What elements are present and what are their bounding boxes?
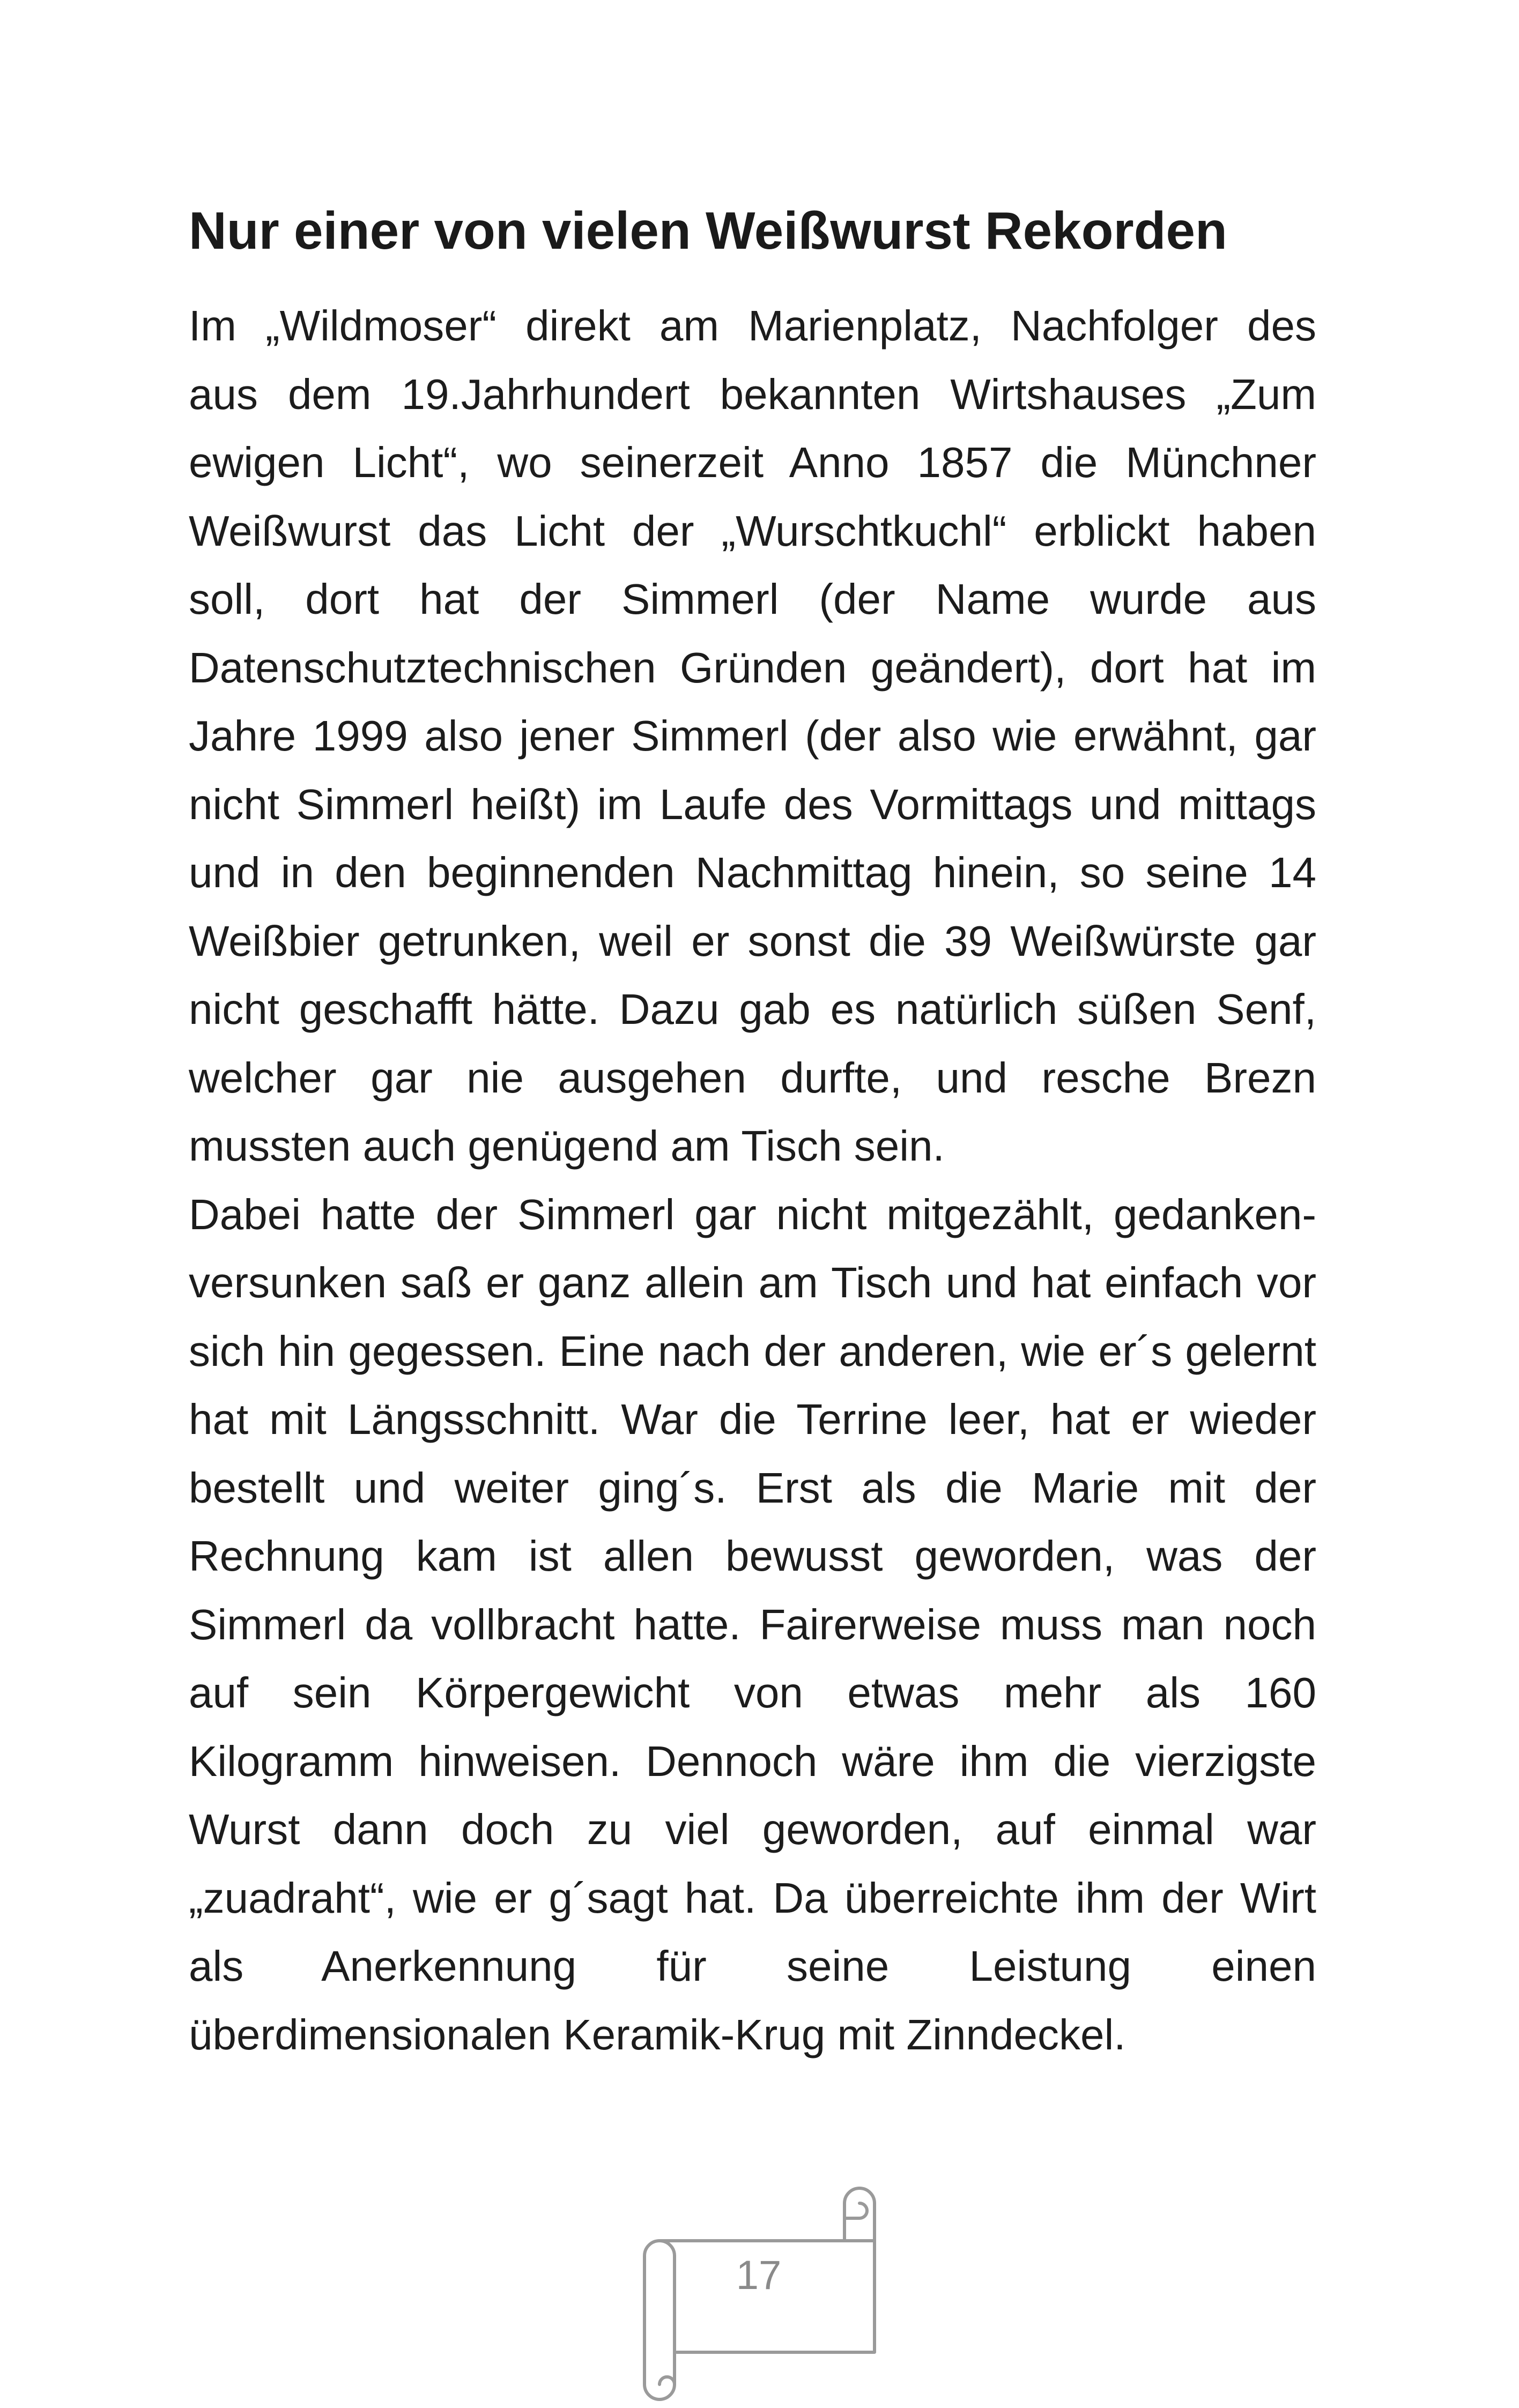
text-line: nicht geschafft hätte. Dazu gab es natürlich süßen Senf, <box>189 985 1316 1033</box>
text-line: welcher gar nie ausgehen durfte, und resche Brezn <box>189 1053 1316 1102</box>
text-line: Simmerl da vollbracht hatte. Fairerweise muss man noch <box>189 1600 1316 1648</box>
text-line: Jahre 1999 also jener Simmerl (der also wie erwähnt, gar <box>189 712 1316 760</box>
text-line: als Anerkennung für seine Leistung einen <box>189 1942 1316 1990</box>
text-line: und in den beginnenden Nachmittag hinein, so seine 14 <box>189 849 1316 896</box>
paragraph-2 <box>189 1180 1316 2069</box>
text-line: Wurst dann doch zu viel geworden, auf einmal war <box>189 1805 1316 1853</box>
page-content <box>189 193 1316 2069</box>
text-line: „zuadraht“, wie er g´sagt hat. Da überreichte ihm der Wirt <box>189 1874 1316 1922</box>
page-footer <box>633 2182 885 2407</box>
text-line: Weißbier getrunken, weil er sonst die 39 Weißwürste gar <box>189 917 1316 965</box>
text-line: hat mit Längsschnitt. War die Terrine leer, hat er wieder <box>189 1395 1316 1443</box>
text-line: Kilogramm hinweisen. Dennoch wäre ihm die vierzigste <box>189 1737 1316 1785</box>
text-line: ewigen Licht“, wo seinerzeit Anno 1857 die Münchner <box>189 439 1316 486</box>
text-line: versunken saß er ganz allein am Tisch und hat einfach vor <box>189 1259 1316 1306</box>
text-line: sich hin gegessen. Eine nach der anderen, wie er´s gelernt <box>189 1327 1316 1375</box>
page-number: 17 <box>736 2253 782 2298</box>
text-line: Weißwurst das Licht der „Wurschtkuchl“ erblickt haben <box>189 507 1316 555</box>
text-line: Datenschutztechnischen Gründen geändert), dort hat im <box>189 643 1316 692</box>
chapter-heading: Nur einer von vielen Weißwurst Rekorden <box>189 201 1227 260</box>
text-line: überdimensionalen Keramik-Krug mit Zinndeckel. <box>189 2010 1126 2058</box>
text-line: auf sein Körpergewicht von etwas mehr als 160 <box>189 1669 1316 1716</box>
paragraph-1 <box>189 292 1316 1180</box>
text-line: Rechnung kam ist allen bewusst geworden, was der <box>189 1532 1316 1580</box>
text-line: Im „Wildmoser“ direkt am Marienplatz, Nachfolger des <box>189 302 1316 350</box>
text-line: nicht Simmerl heißt) im Laufe des Vormittags und mittags <box>189 780 1316 828</box>
text-line: mussten auch genügend am Tisch sein. <box>189 1122 945 1170</box>
text-line: bestellt und weiter ging´s. Erst als die Marie mit der <box>189 1463 1316 1512</box>
text-line: soll, dort hat der Simmerl (der Name wurde aus <box>189 575 1316 623</box>
text-line: Dabei hatte der Simmerl gar nicht mitgezählt, gedanken- <box>189 1190 1316 1238</box>
text-line: aus dem 19.Jahrhundert bekannten Wirtshauses „Zum <box>189 370 1316 418</box>
